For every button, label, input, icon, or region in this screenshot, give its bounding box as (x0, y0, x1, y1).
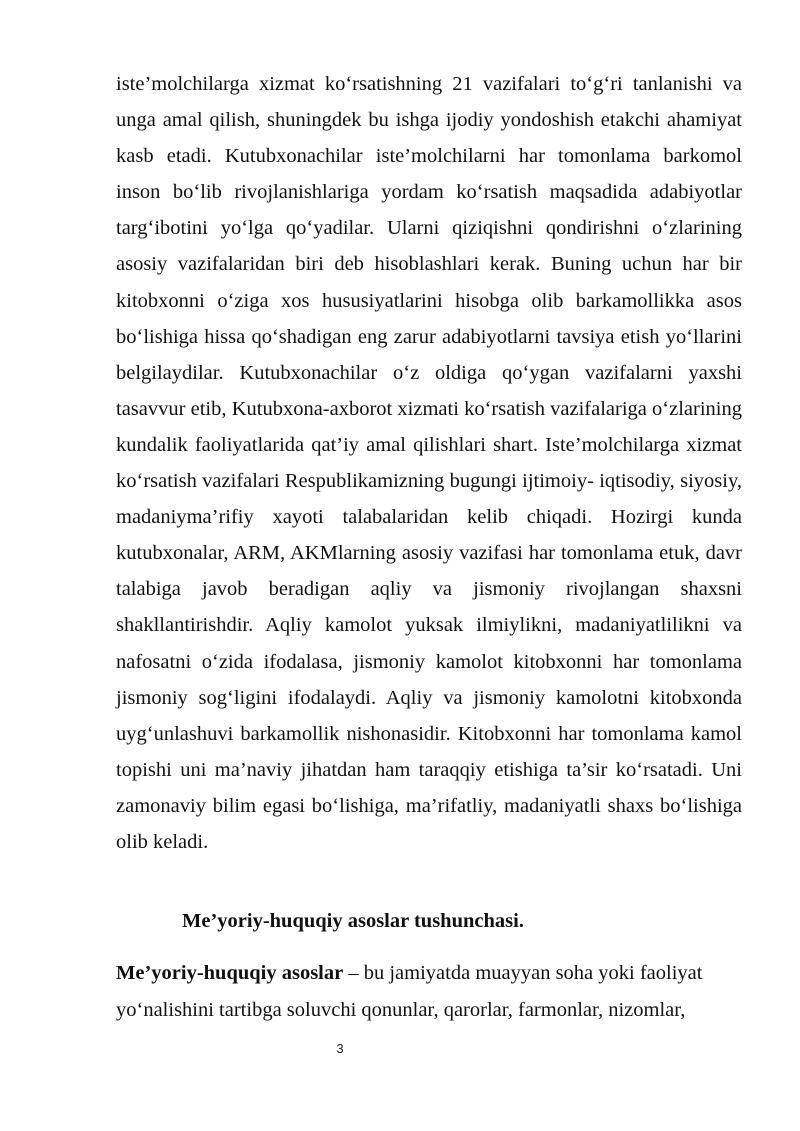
page-number: 3 (336, 1041, 344, 1056)
body-paragraph: iste’molchilarga xizmat ko‘rsatishning 21 vazifalari to‘g‘ri tanlanishi va unga amal qilish, shuningdek bu ishga ijodiy yondoshish etakchi ahamiyat kasb etadi. Kutubxonachilar iste’molchilarni har tomonlama barkomol inson bo‘lib rivojlanishlariga yordam ko‘rsatish maqsadida adabiyotlar targ‘ibotini yo‘lga qo‘yadilar. Ularni qiziqishni qondirishni o‘zlarining asosiy vazifalaridan biri deb hisoblashlari kerak. Buning uchun har bir kitobxonni o‘ziga xos hususiyatlarini hisobga olib barkamollikka asos bo‘lishiga hissa qo‘shadigan eng zarur adabiyotlarni tavsiya etish yo‘llarini belgilaydilar. Kutubxonachilar o‘z oldiga qo‘ygan vazifalarni yaxshi tasavvur etib, Kutubxona-axborot xizmati ko‘rsatish vazifalariga o‘zlarining kundalik faoliyatlarida qat’iy amal qilishlari shart. Iste’molchilarga xizmat ko‘rsatish vazifalari Respublikamizning bugungi ijtimoiy- iqtisodiy, siyosiy, madaniyma’rifiy xayoti talabalaridan kelib chiqadi. Hozirgi kunda kutubxonalar, ARM, AKMlarning asosiy vazifasi har tomonlama etuk, davr talabiga javob beradigan aqliy va jismoniy rivojlangan shaxsni shakllantirishdir. Aqliy kamolot yuksak ilmiylikni, madaniyatlilikni va nafosatni o‘zida ifodalasa, jismoniy kamolot kitobxonni har tomonlama jismoniy sog‘ligini ifodalaydi. Aqliy va jismoniy kamolotni kitobxonda uyg‘unlashuvi barkamollik nishonasidir. Kitobxonni har tomonlama kamol topishi uni ma’naviy jihatdan ham taraqqiy etishiga ta’sir ko‘rsatadi. Uni zamonaviy bilim egasi bo‘lishiga, ma’rifatliy, madaniyatli shaxs bo‘lishiga olib keladi. (116, 73, 742, 853)
section-heading: Me’yoriy-huquqiy asoslar tushunchasi. (182, 910, 524, 932)
definition-paragraph (116, 955, 742, 1029)
definition-text: – bu jamiyatda muayyan soha yoki faoliyat yo‘nalishini tartibga soluvchi qonunlar, qarorlar, farmonlar, nizomlar, (116, 962, 703, 1021)
definition-term: Me’yoriy-huquqiy asoslar (116, 962, 344, 984)
